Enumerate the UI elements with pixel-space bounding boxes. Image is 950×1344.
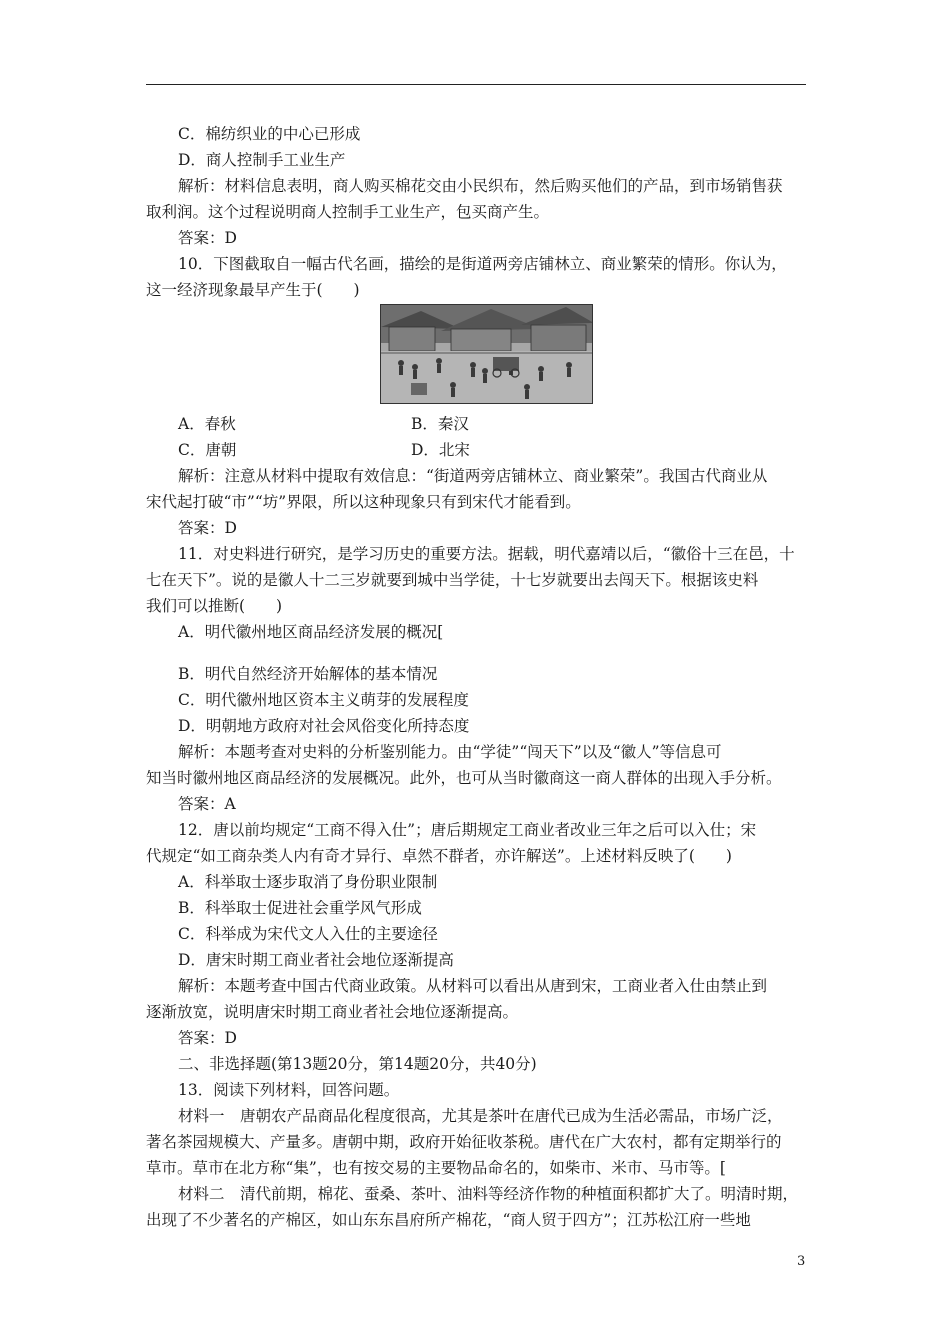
question-10-option-c: C．唐朝 bbox=[178, 441, 237, 459]
answer-10: 答案：D bbox=[178, 519, 237, 537]
question-11-line2: 七在天下”。说的是徽人十二三岁就要到城中当学徒，十七岁就要出去闯天下。根据该史料 bbox=[146, 571, 759, 589]
question-12-option-b: B．科举取士促进社会重学风气形成 bbox=[178, 899, 422, 917]
analysis-11-line1: 解析：本题考查对史料的分析鉴别能力。由“学徒”“闯天下”以及“徽人”等信息可 bbox=[178, 743, 722, 761]
header-rule bbox=[146, 84, 806, 85]
question-10-option-d: D．北宋 bbox=[411, 441, 470, 459]
question-12-line2: 代规定“如工商杂类人内有奇才异行、卓然不群者，亦许解送”。上述材料反映了( ) bbox=[146, 847, 732, 865]
question-10-option-b: B．秦汉 bbox=[411, 415, 469, 433]
question-10-line2: 这一经济现象最早产生于( ) bbox=[146, 281, 360, 299]
answer-12: 答案：D bbox=[178, 1029, 237, 1047]
question-12-line1: 12．唐以前均规定“工商不得入仕”；唐后期规定工商业者改业三年之后可以入仕；宋 bbox=[178, 821, 757, 839]
question-11-line1: 11．对史料进行研究，是学习历史的重要方法。据载，明代嘉靖以后，“徽俗十三在邑，十 bbox=[178, 545, 795, 563]
question-12-option-c: C．科举成为宋代文人入仕的主要途径 bbox=[178, 925, 438, 943]
question-11-option-c: C．明代徽州地区资本主义萌芽的发展程度 bbox=[178, 691, 469, 709]
analysis-10-line2: 宋代起打破“市”“坊”界限，所以这种现象只有到宋代才能看到。 bbox=[146, 493, 581, 511]
analysis-9-line1: 解析：材料信息表明，商人购买棉花交由小民织布，然后购买他们的产品，到市场销售获 bbox=[178, 177, 783, 195]
analysis-12-line2: 逐渐放宽，说明唐宋时期工商业者社会地位逐渐提高。 bbox=[146, 1003, 519, 1021]
answer-9: 答案：D bbox=[178, 229, 237, 247]
question-11-option-a: A．明代徽州地区商品经济发展的概况[ bbox=[178, 623, 444, 641]
question-13-prompt: 13．阅读下列材料，回答问题。 bbox=[178, 1081, 400, 1099]
material-2-line2: 出现了不少著名的产棉区，如山东东昌府所产棉花，“商人贸于四方”；江苏松江府一些地 bbox=[146, 1211, 751, 1229]
question-11-option-b: B．明代自然经济开始解体的基本情况 bbox=[178, 665, 438, 683]
question-10-line1: 10．下图截取自一幅古代名画，描绘的是街道两旁店铺林立、商业繁荣的情形。你认为， bbox=[178, 255, 787, 273]
material-2-line1: 材料二 清代前期，棉花、蚕桑、茶叶、油料等经济作物的种植面积都扩大了。明清时期， bbox=[178, 1185, 799, 1203]
material-1-line1: 材料一 唐朝农产品商品化程度很高，尤其是茶叶在唐代已成为生活必需品，市场广泛， bbox=[178, 1107, 783, 1125]
page-number: 3 bbox=[797, 1254, 806, 1269]
analysis-10-line1: 解析：注意从材料中提取有效信息：“街道两旁店铺林立、商业繁荣”。我国古代商业从 bbox=[178, 467, 768, 485]
material-1-line2: 著名茶园规模大、产量多。唐朝中期，政府开始征收茶税。唐代在广大农村，都有定期举行的 bbox=[146, 1133, 782, 1151]
question-10-option-a: A．春秋 bbox=[178, 415, 236, 433]
option-d: D．商人控制手工业生产 bbox=[178, 151, 346, 169]
analysis-9-line2: 取利润。这个过程说明商人控制手工业生产，包买商产生。 bbox=[146, 203, 550, 221]
analysis-12-line1: 解析：本题考查中国古代商业政策。从材料可以看出从唐到宋，工商业者入仕由禁止到 bbox=[178, 977, 768, 995]
option-c: C．棉纺织业的中心已形成 bbox=[178, 125, 361, 143]
ancient-street-painting bbox=[380, 304, 593, 404]
painting-illustration bbox=[381, 305, 593, 404]
question-11-line3: 我们可以推断( ) bbox=[146, 597, 283, 615]
analysis-11-line2: 知当时徽州地区商品经济的发展概况。此外，也可从当时徽商这一商人群体的出现入手分析。 bbox=[146, 769, 782, 787]
question-12-option-d: D．唐宋时期工商业者社会地位逐渐提高 bbox=[178, 951, 454, 969]
answer-11: 答案：A bbox=[178, 795, 236, 813]
section-2-heading: 二、非选择题(第13题20分，第14题20分，共40分) bbox=[178, 1055, 537, 1073]
question-12-option-a: A．科举取士逐步取消了身份职业限制 bbox=[178, 873, 438, 891]
material-1-line3: 草市。草市在北方称“集”，也有按交易的主要物品命名的，如柴市、米市、马市等。[ bbox=[146, 1159, 726, 1177]
question-11-option-d: D．明朝地方政府对社会风俗变化所持态度 bbox=[178, 717, 470, 735]
